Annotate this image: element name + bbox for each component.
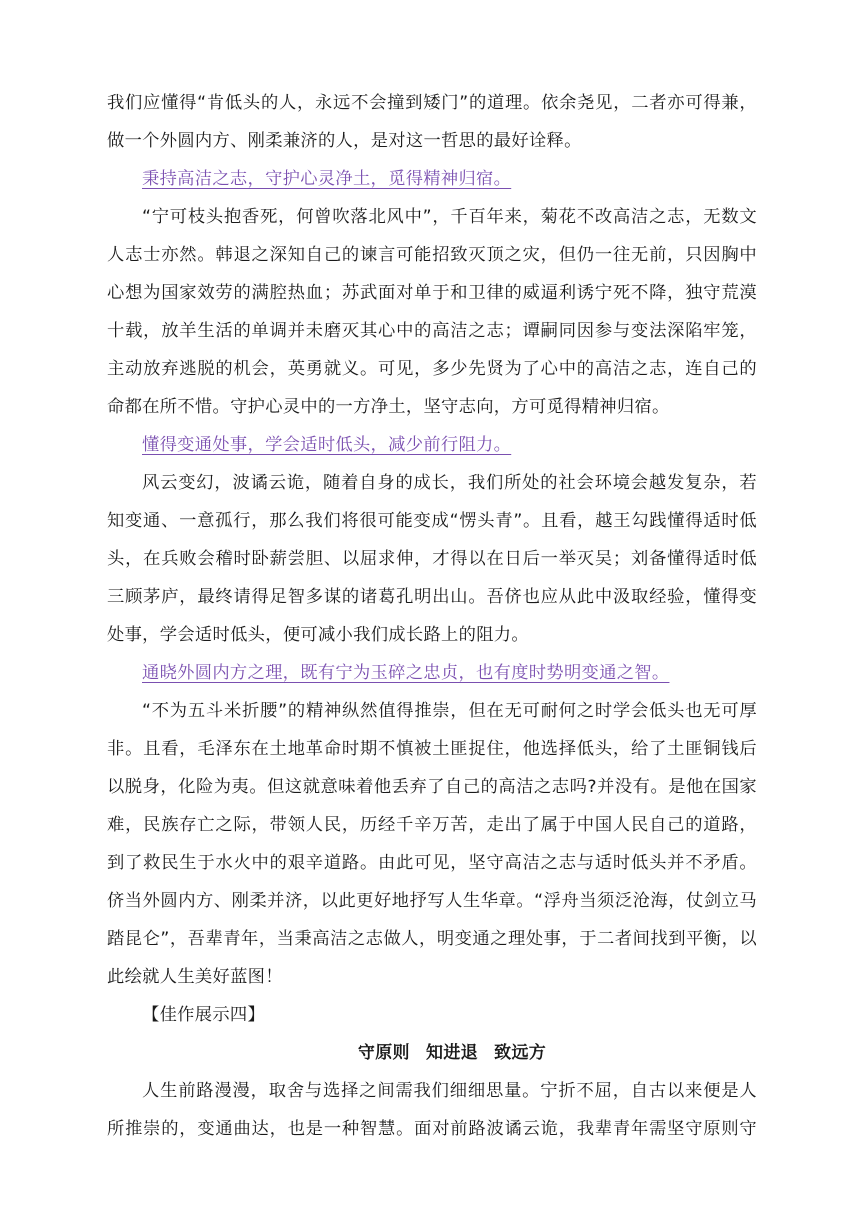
essay-label: 【佳作展示四】: [142, 1005, 266, 1025]
text-line: 命都在所不惜。守护心灵中的一方净土，坚守志向，方可觅得精神归宿。: [107, 397, 670, 417]
text-line: 此绘就人生美好蓝图！: [107, 967, 283, 987]
text-line: 非。且看，毛泽东在土地革命时期不慎被土匪捉住，他选择低头，给了土匪铜钱后: [107, 739, 757, 759]
section-heading: [107, 426, 757, 464]
text-line: 处事，学会适时低头，便可减小我们成长路上的阻力。: [107, 625, 529, 645]
text-line: 知变通、一意孤行，那么我们将很可能变成“愣头青”。且看，越王勾践懂得适时低: [107, 511, 757, 531]
text-line: 人志士亦然。韩退之深知自己的谏言可能招致灭顶之灾，但仍一往无前，只因胸中: [107, 245, 757, 265]
document-page: [107, 84, 757, 1148]
text-line: 我们应懂得“肯低头的人，永远不会撞到矮门”的道理。依余尧见，二者亦可得兼，: [107, 93, 757, 113]
section-heading: [107, 654, 757, 692]
section-heading-text: 通晓外圆内方之理，既有宁为玉碎之忠贞，也有度时势明变通之智。: [142, 663, 670, 683]
text-line: 头，在兵败会稽时卧薪尝胆、以屈求伸，才得以在日后一举灭吴；刘备懂得适时低: [107, 549, 757, 569]
section-heading-text: 懂得变通处事，学会适时低头，减少前行阻力。: [142, 435, 512, 455]
section-heading-text: 秉持高洁之志，守护心灵净土，觅得精神归宿。: [142, 169, 512, 189]
text-line: 所推崇的，变通曲达，也是一种智慧。面对前路波谲云诡，我辈青年需坚守原则守: [107, 1119, 757, 1139]
text-line: “宁可枝头抱香死，何曾吹落北风中”，千百年来，菊花不改高洁之志，无数文: [142, 207, 757, 227]
text-line: 心想为国家效劳的满腔热血；苏武面对单于和卫律的威逼利诱宁死不降，独守荒漠: [107, 283, 757, 303]
text-line: 以脱身，化险为夷。但这就意味着他丢弃了自己的高洁之志吗?并没有。是他在国家: [107, 777, 757, 797]
text-line: 十载，放羊生活的单调并未磨灭其心中的高洁之志；谭嗣同因参与变法深陷牢笼，: [107, 321, 757, 341]
text-line: 到了救民生于水火中的艰辛道路。由此可见，坚守高洁之志与适时低头并不矛盾。: [107, 853, 757, 873]
text-line: 风云变幻，波谲云诡，随着自身的成长，我们所处的社会环境会越发复杂，若: [142, 473, 757, 493]
text-line: 人生前路漫漫，取舍与选择之间需我们细细思量。宁折不屈，自古以来便是人: [142, 1081, 757, 1101]
text-line: 难，民族存亡之际，带领人民，历经千辛万苦，走出了属于中国人民自己的道路，: [107, 815, 757, 835]
text-line: 侪当外圆内方、刚柔并济，以此更好地抒写人生华章。“浮舟当须泛沧海，仗剑立马: [107, 891, 757, 911]
essay-title: 守原则 知进退 致远方: [357, 1043, 547, 1063]
text-line: 踏昆仑”，吾辈青年，当秉高洁之志做人，明变通之理处事，于二者间找到平衡，以: [107, 929, 757, 949]
text-line: 主动放弃逃脱的机会，英勇就义。可见，多少先贤为了心中的高洁之志，连自己的: [107, 359, 757, 379]
section-heading: [107, 160, 757, 198]
text-line: “不为五斗米折腰”的精神纵然值得推崇，但在无可耐何之时学会低头也无可厚: [142, 701, 757, 721]
text-line: 做一个外圆内方、刚柔兼济的人，是对这一哲思的最好诠释。: [107, 131, 582, 151]
text-line: 三顾茅庐，最终请得足智多谋的诸葛孔明出山。吾侪也应从此中汲取经验，懂得变: [107, 587, 757, 607]
